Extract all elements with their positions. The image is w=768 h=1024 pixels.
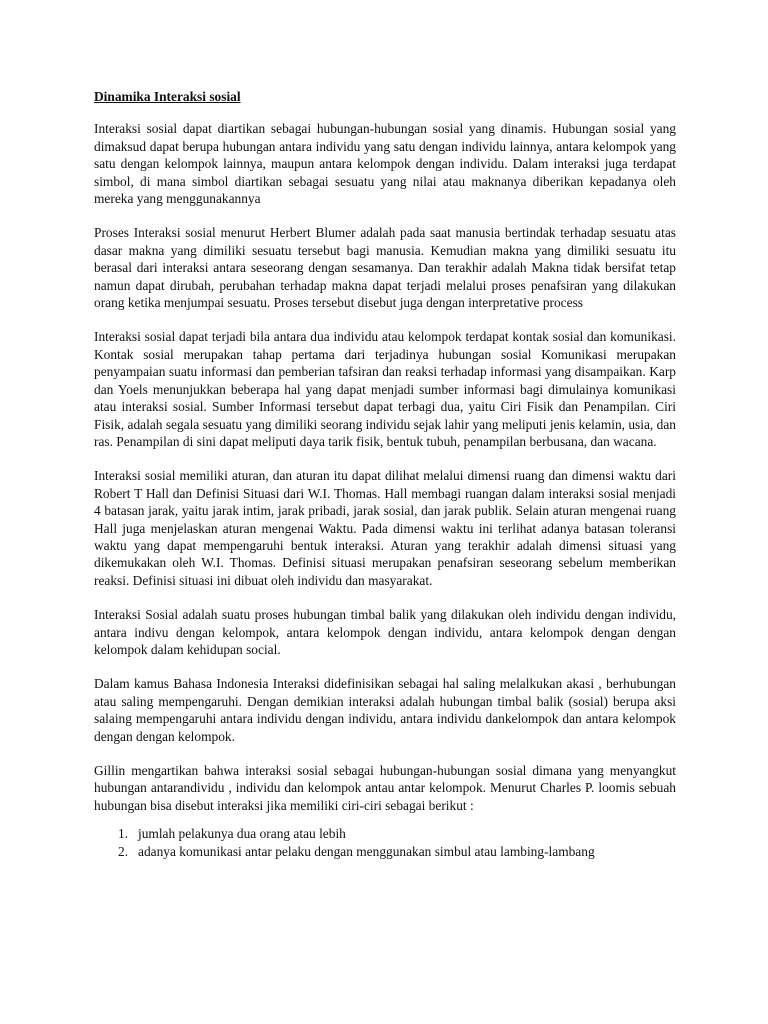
list-item-text: adanya komunikasi antar pelaku dengan menggunakan simbul atau lambing-lambang <box>138 843 595 859</box>
paragraph-definition: Interaksi sosial dapat diartikan sebagai hubungan-hubungan sosial yang dinamis. Hubungan sosial yang dimaksud dapat berupa hubungan antara individu yang satu dengan individu lainnya, antara kelompok yang satu dengan kelompok lainnya, maupun antara kelompok dengan individu. Dalam interaksi juga terdapat simbol, di mana simbol diartikan sebagai sesuatu yang nilai atau maknanya diberikan kepadanya oleh mereka yang menggunakannya <box>94 121 676 207</box>
document-title: Dinamika Interaksi sosial <box>94 89 241 104</box>
list-item <box>94 825 676 842</box>
paragraph-blumer: Proses Interaksi sosial menurut Herbert Blumer adalah pada saat manusia bertindak terhadap sesuatu atas dasar makna yang dimiliki sesuatu tersebut bagi manusia. Kemudian makna yang dimiliki sesuatu itu berasal dari interaksi antara seseorang dengan sesamanya. Dan terakhir adalah Makna tidak bersifat tetap namun dapat dirubah, perubahan terhadap makna dapat terjadi melalui proses penafsiran yang dilakukan orang ketika menjumpai sesuatu. Proses tersebut disebut juga dengan interpretative process <box>94 225 676 311</box>
document-page <box>94 88 676 860</box>
paragraph-rules: Interaksi sosial memiliki aturan, dan aturan itu dapat dilihat melalui dimensi ruang dan dimensi waktu dari Robert T Hall dan Definisi Situasi dari W.I. Thomas. Hall membagi ruangan dalam interaksi sosial menjadi 4 batasan jarak, yaitu jarak intim, jarak pribadi, jarak sosial, dan jarak publik. Selain aturan mengenai ruang Hall juga menjelaskan aturan mengenai Waktu. Pada dimensi waktu ini terlihat adanya batasan toleransi waktu yang dapat mempengaruhi bentuk interaksi. Aturan yang terakhir adalah dimensi situasi yang dikemukakan oleh W.I. Thomas. Definisi situasi merupakan penafsiran seseorang sebelum memberikan reaksi. Definisi situasi ini dibuat oleh individu dan masyarakat. <box>94 468 676 588</box>
paragraph-contact-communication: Interaksi sosial dapat terjadi bila antara dua individu atau kelompok terdapat kontak sosial dan komunikasi. Kontak sosial merupakan tahap pertama dari terjadinya hubungan sosial Komunikasi merupakan penyampaian suatu informasi dan pemberian tafsiran dan reaksi terhadap informasi yang disampaikan. Karp dan Yoels menunjukkan beberapa hal yang dapat menjadi sumber informasi bagi dimulainya komunikasi atau interaksi sosial. Sumber Informasi tersebut dapat terbagi dua, yaitu Ciri Fisik dan Penampilan. Ciri Fisik, adalah segala sesuatu yang dimiliki seorang individu sejak lahir yang meliputi jenis kelamin, usia, dan ras. Penampilan di sini dapat meliputi daya tarik fisik, bentuk tubuh, penampilan berbusana, dan wacana. <box>94 329 676 449</box>
paragraph-reciprocal: Interaksi Sosial adalah suatu proses hubungan timbal balik yang dilakukan oleh individu dengan individu, antara indivu dengan kelompok, antara kelompok dengan individu, antara kelompok dengan dengan kelompok dalam kehidupan social. <box>94 607 676 657</box>
list-item-text: jumlah pelakunya dua orang atau lebih <box>138 826 346 842</box>
paragraph-dictionary: Dalam kamus Bahasa Indonesia Interaksi didefinisikan sebagai hal saling melalkukan akasi , berhubungan atau saling mempengaruhi. Dengan demikian interaksi adalah hubungan timbal balik (sosial) berupa aksi salaing mempengaruhi antara individu dengan individu, antara individu dankelompok dan antara kelompok dengan dengan kelompok. <box>94 676 676 744</box>
list-item-number: 2. <box>118 843 129 859</box>
list-item-number: 1. <box>118 826 129 842</box>
paragraph-gillin-loomis: Gillin mengartikan bahwa interaksi sosial sebagai hubungan-hubungan sosial dimana yang menyangkut hubungan antarandividu , individu dan kelompok antau antar kelompok. Menurut Charles P. loomis sebuah hubungan bisa disebut interaksi jika memiliki ciri-ciri sebagai berikut : <box>94 763 676 813</box>
list-item <box>94 843 676 860</box>
characteristics-list <box>94 825 676 860</box>
